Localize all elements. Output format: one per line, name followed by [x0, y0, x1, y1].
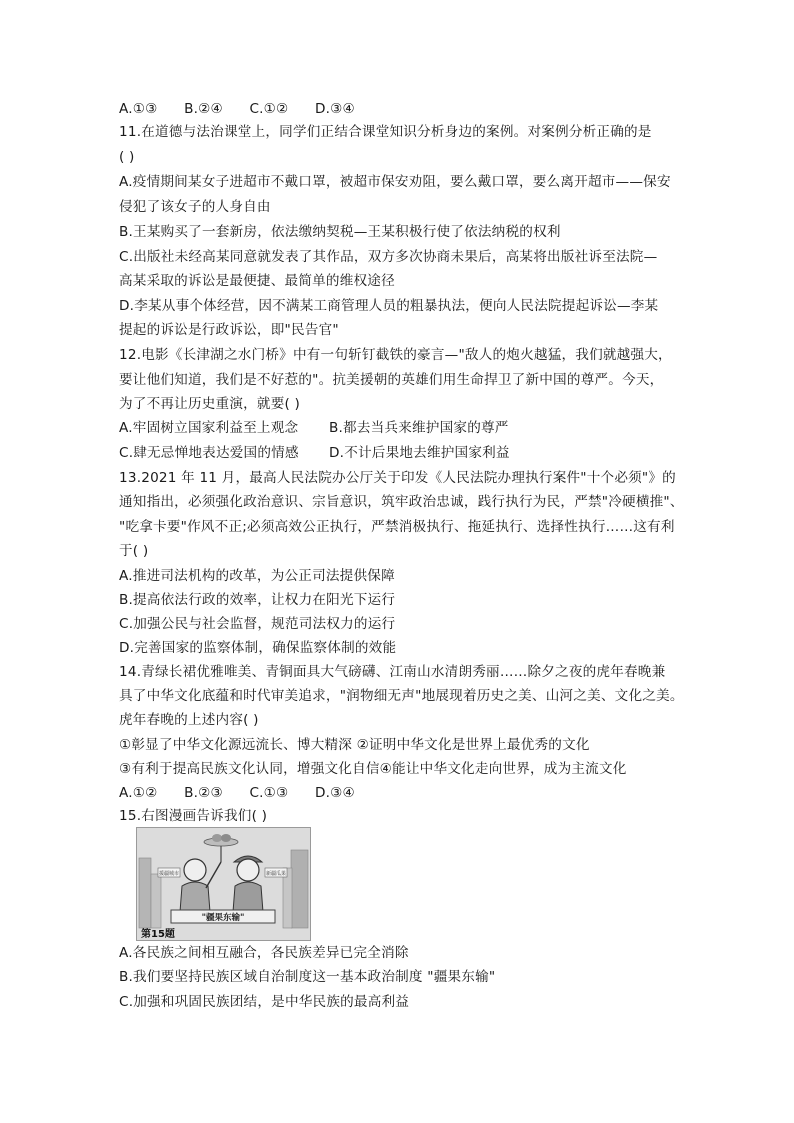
- cartoon-sign-left: 援疆城市: [158, 871, 180, 877]
- q12-choice-b: B.都去当兵来维护国家的尊严: [329, 420, 509, 436]
- q12-stem-line-2: 要让他们知道，我们是不好惹的"。抗美援朝的英雄们用生命捍卫了新中国的尊严。今天，: [119, 372, 664, 388]
- q11-choice-c: C.出版社未经高某同意就发表了其作品，双方多次协商未果后，高某将出版社诉至法院—: [119, 249, 658, 265]
- q12-choices-row-1: [119, 418, 509, 438]
- cartoon-caption: 第15题: [141, 929, 175, 940]
- q11-choice-a-cont: 侵犯了该女子的人身自由: [119, 199, 271, 215]
- q15-choice-c: C.加强和巩固民族团结，是中华民族的最高利益: [119, 994, 410, 1010]
- q12-stem-line-1: 12.电影《长津湖之水门桥》中有一句斩钉截铁的豪言—"敌人的炮火越猛，我们就越强大，: [119, 347, 672, 363]
- q12-stem-line-3: 为了不再让历史重演，就要( ): [119, 396, 301, 412]
- q11-choice-b: B.王某购买了一套新房，依法缴纳契税—王某积极行使了依法纳税的权利: [119, 224, 561, 240]
- q12-choice-c: C.肆无忌惮地表达爱国的情感: [119, 445, 299, 461]
- q12-choice-a: A.牢固树立国家利益至上观念: [119, 420, 299, 436]
- q11-choice-d-cont: 提起的诉讼是行政诉讼，即"民告官": [119, 322, 339, 338]
- cartoon-banner: "疆果东输": [201, 913, 245, 923]
- option-d: D.③④: [314, 101, 355, 117]
- q12-choices-row-2: [119, 443, 510, 463]
- option-b: B.②③: [184, 785, 223, 801]
- q14-statements-1: ①彰显了中华文化源远流长、博大精深 ②证明中华文化是世界上最优秀的文化: [119, 737, 590, 753]
- q13-stem-line-1: 13.2021 年 11 月，最高人民法院办公厅关于印发《人民法院办理执行案件"十个必须"》的: [119, 470, 676, 486]
- q13-choice-b: B.提高依法行政的效率，让权力在阳光下运行: [119, 592, 396, 608]
- q14-stem-line-2: 具了中华文化底蕴和时代审美追求，"润物细无声"地展现着历史之美、山河之美、文化之美。: [119, 688, 684, 704]
- q13-choice-c: C.加强公民与社会监督，规范司法权力的运行: [119, 616, 396, 632]
- q14-statements-2: ③有利于提高民族文化认同，增强文化自信④能让中华文化走向世界，成为主流文化: [119, 761, 627, 777]
- q14-stem-line-3: 虎年春晚的上述内容( ): [119, 712, 259, 728]
- q13-stem-line-4: 于( ): [119, 543, 149, 559]
- q13-stem-line-3: "吃拿卡要"作风不正;必须高效公正执行，严禁消极执行、拖延执行、选择性执行……这有利: [119, 519, 675, 535]
- option-d: D.③④: [314, 785, 355, 801]
- q12-choice-d: D.不计后果地去维护国家利益: [329, 445, 510, 461]
- q11-choice-a: A.疫情期间某女子进超市不戴口罩，被超市保安劝阻，要么戴口罩，要么离开超市——保安: [119, 174, 671, 190]
- q14-stem-line-1: 14.青绿长裙优雅唯美、青铜面具大气磅礴、江南山水清朗秀丽……除夕之夜的虎年春晚兼: [119, 664, 666, 680]
- option-b: B.②④: [184, 101, 223, 117]
- q11-stem-line-2: ( ): [119, 149, 135, 165]
- q15-cartoon-image: [136, 827, 311, 941]
- option-a: A.①②: [119, 785, 158, 801]
- q10-options: [119, 99, 377, 119]
- option-c: C.①③: [249, 785, 289, 801]
- q13-choice-d: D.完善国家的监察体制，确保监察体制的效能: [119, 640, 397, 656]
- cartoon-sign-right: 新疆瓜果: [265, 871, 287, 877]
- q15-stem: 15.右图漫画告诉我们( ): [119, 808, 268, 824]
- q15-choice-b: B.我们要坚持民族区域自治制度这一基本政治制度 "疆果东输": [119, 969, 496, 985]
- q11-choice-d: D.李某从事个体经营，因不满某工商管理人员的粗暴执法，便向人民法院提起诉讼—李某: [119, 298, 659, 314]
- q11-stem-line-1: 11.在道德与法治课堂上，同学们正结合课堂知识分析身边的案例。对案例分析正确的是: [119, 124, 652, 140]
- q13-stem-line-2: 通知指出，必须强化政治意识、宗旨意识，筑牢政治忠诚，践行执行为民，严禁"冷硬横推"、: [119, 494, 684, 510]
- option-a: A.①③: [119, 101, 158, 117]
- q14-options: [119, 783, 377, 803]
- q13-choice-a: A.推进司法机构的改革，为公正司法提供保障: [119, 568, 395, 584]
- q11-choice-c-cont: 高某采取的诉讼是最便捷、最简单的维权途径: [119, 273, 395, 289]
- q15-choice-a: A.各民族之间相互融合，各民族差异已完全消除: [119, 945, 409, 961]
- option-c: C.①②: [249, 101, 289, 117]
